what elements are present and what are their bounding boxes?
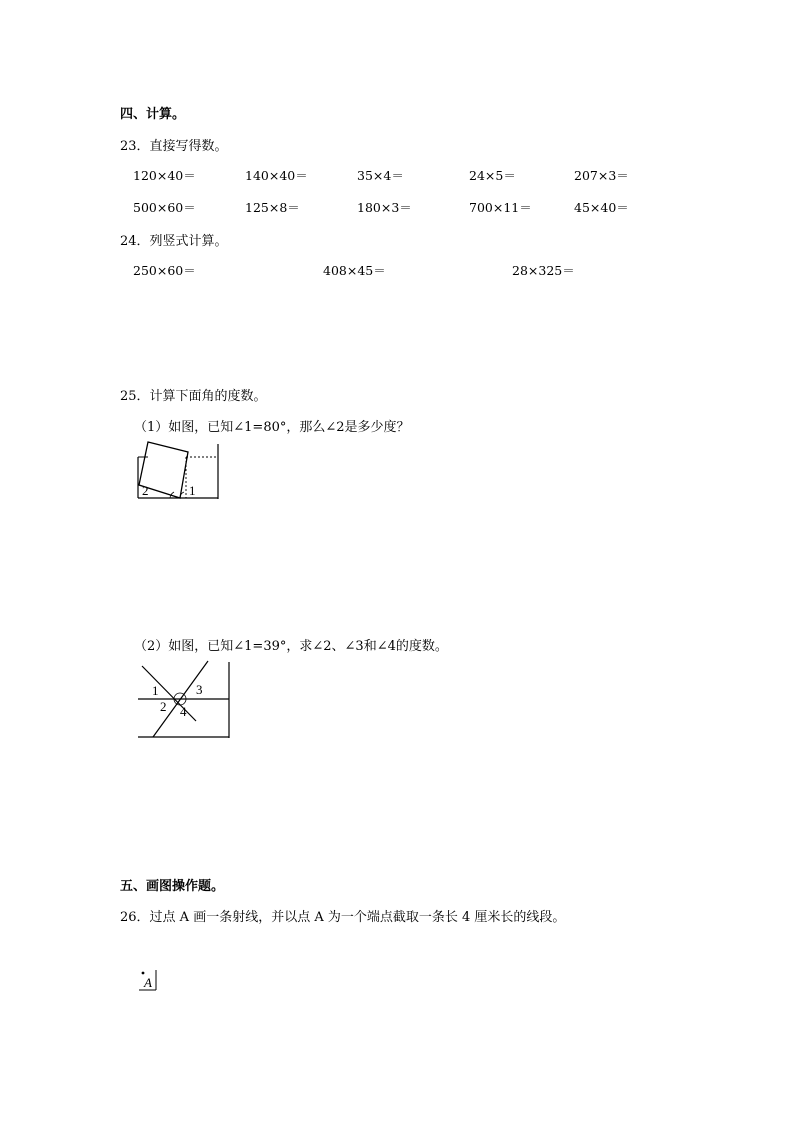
q23-r1-item: 207×3＝ — [574, 168, 629, 183]
q23-r2-item: 180×3＝ — [357, 200, 412, 215]
fig2-label-1: 1 — [152, 683, 159, 698]
point-a-label: A — [144, 975, 152, 990]
q23-r1-item: 35×4＝ — [357, 168, 404, 183]
q23-r1-item: 24×5＝ — [469, 168, 516, 183]
q24-item: 408×45＝ — [323, 263, 386, 278]
q24-item: 250×60＝ — [133, 263, 196, 278]
fig2-label-4: 4 — [180, 704, 187, 719]
fig1-label-2: 2 — [142, 483, 149, 498]
q23-r2-item: 700×11＝ — [469, 200, 532, 215]
q23-prompt: 23．直接写得数。 — [120, 139, 228, 154]
point-a-dot — [142, 972, 145, 975]
q23-r2-item: 125×8＝ — [245, 200, 300, 215]
fig2-label-2: 2 — [160, 699, 167, 714]
q25-prompt: 25．计算下面角的度数。 — [120, 389, 267, 404]
fig1-label-1: 1 — [189, 483, 196, 498]
section-5-title: 五、画图操作题。 — [120, 879, 225, 894]
q24-prompt: 24．列竖式计算。 — [120, 234, 228, 249]
q26-prompt: 26．过点 A 画一条射线，并以点 A 为一个端点截取一条长 4 厘米长的线段。 — [120, 910, 566, 925]
q23-r2-item: 500×60＝ — [133, 200, 196, 215]
fig2-label-3: 3 — [196, 682, 203, 697]
q23-r1-item: 140×40＝ — [245, 168, 308, 183]
q25-part2-text: （2）如图，已知∠1=39°，求∠2、∠3和∠4的度数。 — [134, 639, 448, 654]
section-4-title: 四、计算。 — [120, 107, 186, 122]
q25-figure-1 — [136, 440, 222, 502]
q25-figure-2 — [136, 659, 232, 741]
q26-point-a-figure — [138, 968, 160, 992]
q23-r2-item: 45×40＝ — [574, 200, 629, 215]
q23-r1-item: 120×40＝ — [133, 168, 196, 183]
q25-part1-text: （1）如图，已知∠1=80°，那么∠2是多少度？ — [134, 420, 410, 435]
q24-item: 28×325＝ — [512, 263, 575, 278]
